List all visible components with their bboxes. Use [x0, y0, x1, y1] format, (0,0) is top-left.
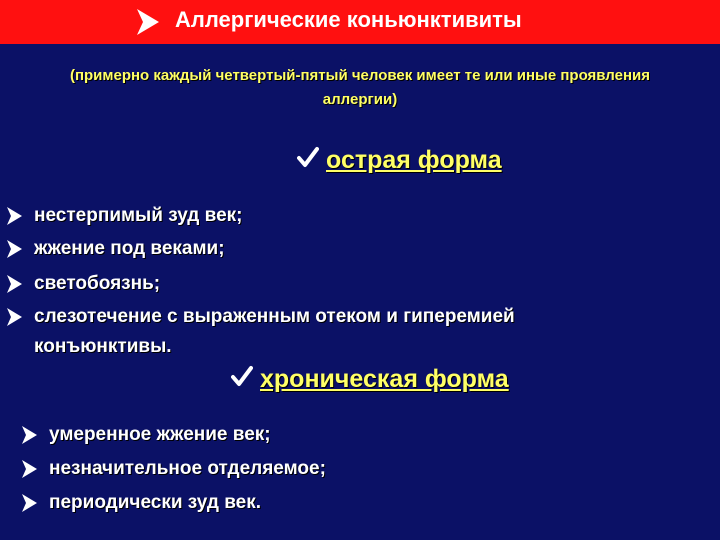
subtitle-line-1: (примерно каждый четвертый-пятый человек имеет те или иные проявления — [69, 67, 651, 84]
list-item-text: слезотечение с выраженным отеком и гиперемией — [34, 306, 515, 327]
title-bar — [0, 0, 720, 44]
list-item-text: светобоязнь; — [34, 273, 161, 294]
arrow-bullet-icon — [7, 240, 22, 258]
list-item-text: жжение под веками; — [34, 238, 225, 259]
subtitle-line-2: аллергии) — [322, 91, 398, 108]
list-item-text: умеренное жжение век; — [49, 424, 271, 445]
arrow-bullet-icon — [7, 275, 22, 293]
list-item-text: периодически зуд век. — [49, 492, 261, 513]
subtitle — [0, 64, 720, 112]
arrow-bullet-icon — [137, 9, 159, 35]
checkmark-icon — [231, 365, 253, 387]
acute-form-heading: острая форма — [326, 146, 502, 174]
list-item-text: конъюнктивы. — [34, 336, 172, 357]
list-item-text: незначительное отделяемое; — [49, 458, 326, 479]
arrow-bullet-icon — [7, 207, 22, 225]
arrow-bullet-icon — [22, 426, 37, 444]
arrow-bullet-icon — [7, 308, 22, 326]
list-item-continuation — [34, 332, 172, 362]
slide-title: Аллергические коньюнктивиты — [175, 7, 522, 32]
list-item-text: нестерпимый зуд век; — [34, 205, 243, 226]
arrow-bullet-icon — [22, 460, 37, 478]
checkmark-icon — [297, 146, 319, 168]
arrow-bullet-icon — [22, 494, 37, 512]
chronic-form-heading: хроническая форма — [260, 365, 509, 393]
